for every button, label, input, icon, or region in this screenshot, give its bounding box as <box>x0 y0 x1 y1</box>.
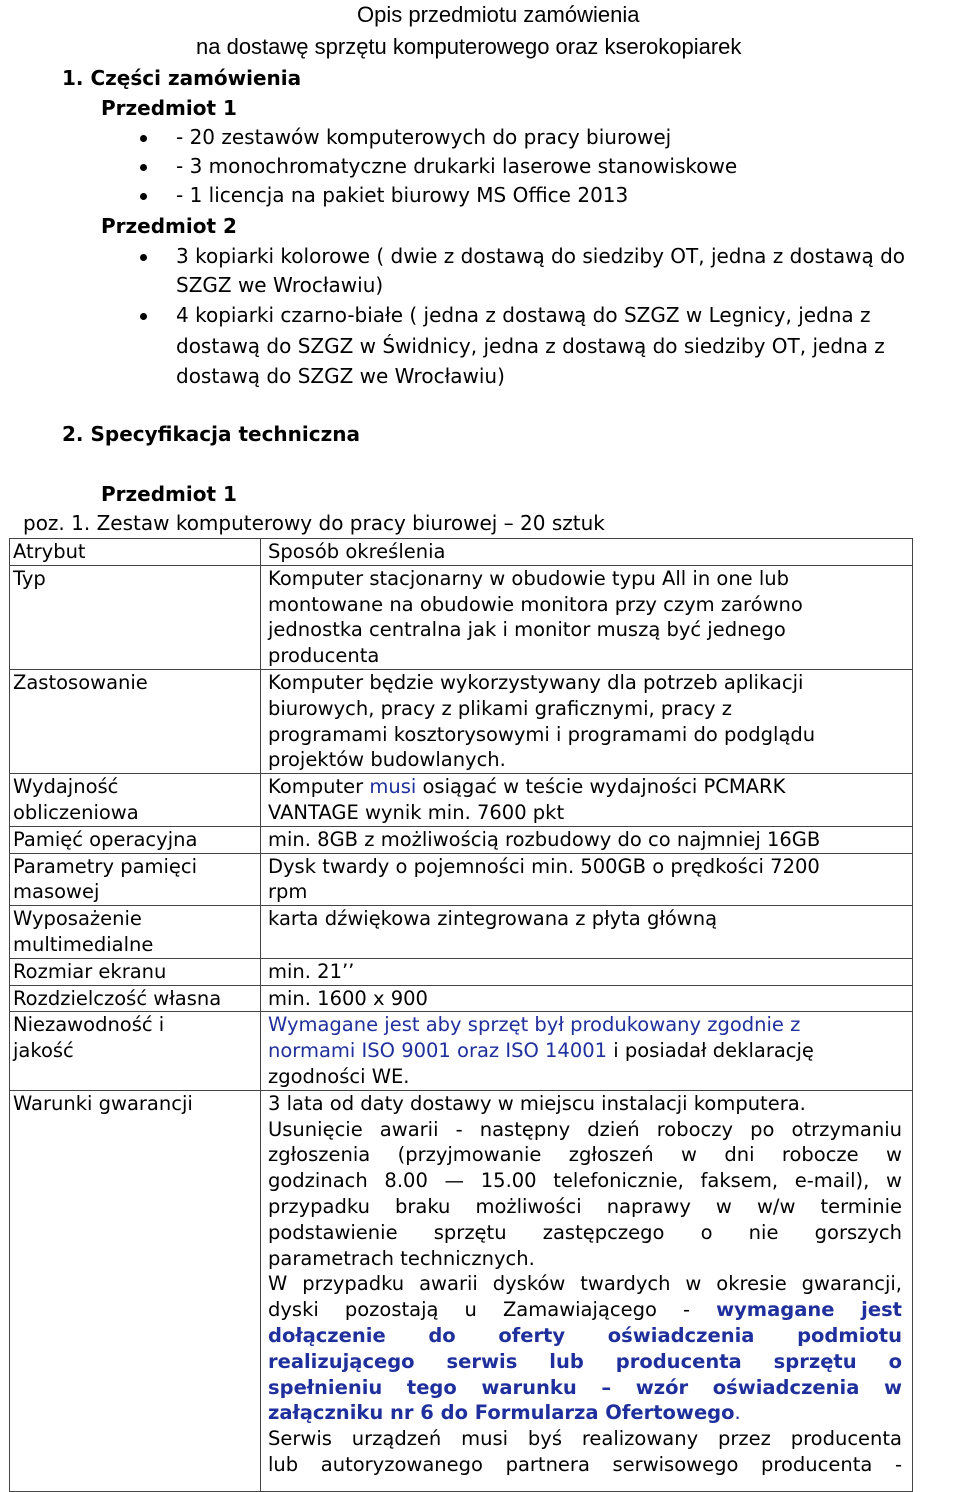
value-line-highlight: dołączenie do oferty oświadczenia podmiotu <box>268 1323 902 1347</box>
doc-title-line2: na dostawę sprzętu komputerowego oraz kserokopiarek <box>196 34 742 59</box>
list-item-line: dostawą do SZGZ we Wrocławiu) <box>176 364 505 388</box>
row-value: min. 8GB z możliwością rozbudowy do co najmniej 16GB <box>261 826 913 853</box>
poz-line: poz. 1. Zestaw komputerowy do pracy biurowej – 20 sztuk <box>23 511 605 535</box>
row-value <box>261 774 913 827</box>
label-line: masowej <box>13 880 100 904</box>
value-line: VANTAGE wynik min. 7600 pkt <box>268 800 565 824</box>
value-line <box>268 1297 902 1323</box>
value-line-highlight: realizującego serwis lub producenta sprzętu o <box>268 1349 902 1373</box>
label-line: Niezawodność i <box>13 1013 165 1037</box>
value-line: Dysk twardy o pojemności min. 500GB o prędkości 7200 <box>268 854 820 878</box>
table-row <box>10 669 913 773</box>
row-label <box>10 1012 261 1090</box>
label-line: multimedialne <box>13 932 154 956</box>
value-line <box>268 1400 902 1426</box>
value-text-highlight: normami ISO 9001 oraz ISO 14001 <box>268 1039 608 1063</box>
row-label: Rozmiar ekranu <box>10 958 261 985</box>
value-text: Komputer <box>268 775 370 799</box>
value-text: lub autoryzowanego partnera serwisowego producenta - <box>268 1452 902 1476</box>
row-label <box>10 853 261 906</box>
value-line: projektów budowlanych. <box>268 748 506 772</box>
value-line: biurowych, pracy z plikami graficznymi, pracy z <box>268 696 732 720</box>
value-line: W przypadku awarii dysków twardych w okresie gwarancji, <box>268 1272 902 1296</box>
table-row <box>10 774 913 827</box>
bullet-icon <box>140 254 147 261</box>
przedmiot1-label: Przedmiot 1 <box>101 96 237 120</box>
table-row <box>10 985 913 1012</box>
value-line: zgodności WE. <box>268 1064 410 1088</box>
list-item: - 20 zestawów komputerowych do pracy biurowej <box>176 125 672 149</box>
row-value <box>261 1012 913 1090</box>
table-row <box>10 1090 913 1491</box>
table-row <box>10 565 913 669</box>
value-line: Usunięcie awarii - następny dzień roboczy po otrzymaniu <box>268 1117 902 1141</box>
section1-heading: 1. Części zamówienia <box>62 66 302 90</box>
row-value <box>261 669 913 773</box>
value-line: parametrach technicznych. <box>268 1246 535 1270</box>
value-line: Komputer stacjonarny w obudowie typu All in one lub <box>268 566 790 590</box>
row-value: min. 21’’ <box>261 958 913 985</box>
row-value <box>261 1090 913 1491</box>
row-label: Zastosowanie <box>10 669 261 773</box>
header-attribute: Atrybut <box>10 539 261 566</box>
table-row <box>10 906 913 959</box>
value-line: montowane na obudowie monitora przy czym zarówno <box>268 592 803 616</box>
table-row <box>10 826 913 853</box>
list-item-line: dostawą do SZGZ w Świdnicy, jedna z dostawą do siedziby OT, jedna z <box>176 334 885 358</box>
list-item: - 1 licencja na pakiet biurowy MS Office 2013 <box>176 183 629 207</box>
row-label: Rozdzielczość własna <box>10 985 261 1012</box>
list-item: - 3 monochromatyczne drukarki laserowe stanowiskowe <box>176 154 738 178</box>
label-line: Parametry pamięci <box>13 854 198 878</box>
doc-title-line1: Opis przedmiotu zamówienia <box>357 2 640 27</box>
value-text-highlight: załączniku nr 6 do Formularza Ofertowego <box>268 1401 735 1425</box>
value-line: rpm <box>268 880 308 904</box>
bullet-icon <box>140 135 147 142</box>
value-line: 3 lata od daty dostawy w miejscu instalacji komputera. <box>268 1091 806 1115</box>
value-text: dyski pozostają u Zamawiającego - <box>268 1298 717 1322</box>
table-row <box>10 853 913 906</box>
row-value <box>261 565 913 669</box>
row-label <box>10 774 261 827</box>
label-line: jakość <box>13 1039 74 1063</box>
value-line: podstawienie sprzętu zastępczego o nie gorszych <box>268 1220 902 1244</box>
value-line: jednostka centralna jak i monitor muszą być jednego <box>268 618 786 642</box>
value-text-highlight: musi <box>369 775 417 799</box>
label-line: obliczeniowa <box>13 800 139 824</box>
list-item-line: 3 kopiarki kolorowe ( dwie z dostawą do siedziby OT, jedna z dostawą do <box>176 244 905 268</box>
value-line <box>268 774 902 800</box>
value-text-highlight: wymagane jest <box>716 1298 902 1322</box>
value-line: producenta <box>268 644 380 668</box>
bullet-icon <box>140 193 147 200</box>
row-value: karta dźwiękowa zintegrowana z płyta główną <box>261 906 913 959</box>
value-line: przypadku braku możliwości naprawy w w/w terminie <box>268 1194 902 1218</box>
bullet-icon <box>140 313 147 320</box>
value-line <box>268 1038 902 1064</box>
header-method: Sposób określenia <box>261 539 913 566</box>
value-line-highlight: spełnieniu tego warunku – wzór oświadczenia w <box>268 1375 902 1399</box>
spec-przedmiot-label: Przedmiot 1 <box>101 482 237 506</box>
value-line: zgłoszenia (przyjmowanie zgłoszeń w dni robocze w <box>268 1143 902 1167</box>
table-row <box>10 1012 913 1090</box>
value-text: osiągać w teście wydajności PCMARK <box>416 775 786 799</box>
list-item-line: SZGZ we Wrocławiu) <box>176 273 384 297</box>
row-label: Pamięć operacyjna <box>10 826 261 853</box>
row-label <box>10 906 261 959</box>
przedmiot2-label: Przedmiot 2 <box>101 214 237 238</box>
value-line <box>268 1452 902 1478</box>
value-line: Serwis urządzeń musi byś realizowany przez producenta <box>268 1427 902 1451</box>
value-line: godzinach 8.00 — 15.00 telefonicznie, faksem, e-mail), w <box>268 1169 902 1193</box>
bullet-icon <box>140 164 147 171</box>
label-line: Wydajność <box>13 775 119 799</box>
row-label: Typ <box>10 565 261 669</box>
table-row <box>10 958 913 985</box>
value-text: . <box>734 1401 741 1425</box>
row-label: Warunki gwarancji <box>10 1090 261 1491</box>
label-line: Wyposażenie <box>13 907 142 931</box>
table-header-row <box>10 539 913 566</box>
row-value <box>261 853 913 906</box>
value-line: programami kosztorysowymi i programami do podglądu <box>268 722 816 746</box>
value-text: i posiadał deklarację <box>607 1039 814 1063</box>
list-item-line: 4 kopiarki czarno-białe ( jedna z dostawą do SZGZ w Legnicy, jedna z <box>176 303 871 327</box>
value-line: Komputer będzie wykorzystywany dla potrzeb aplikacji <box>268 670 804 694</box>
row-value: min. 1600 x 900 <box>261 985 913 1012</box>
spec-table <box>9 538 913 1492</box>
value-line-highlight: Wymagane jest aby sprzęt był produkowany zgodnie z <box>268 1013 801 1037</box>
section2-heading: 2. Specyfikacja techniczna <box>62 422 360 446</box>
